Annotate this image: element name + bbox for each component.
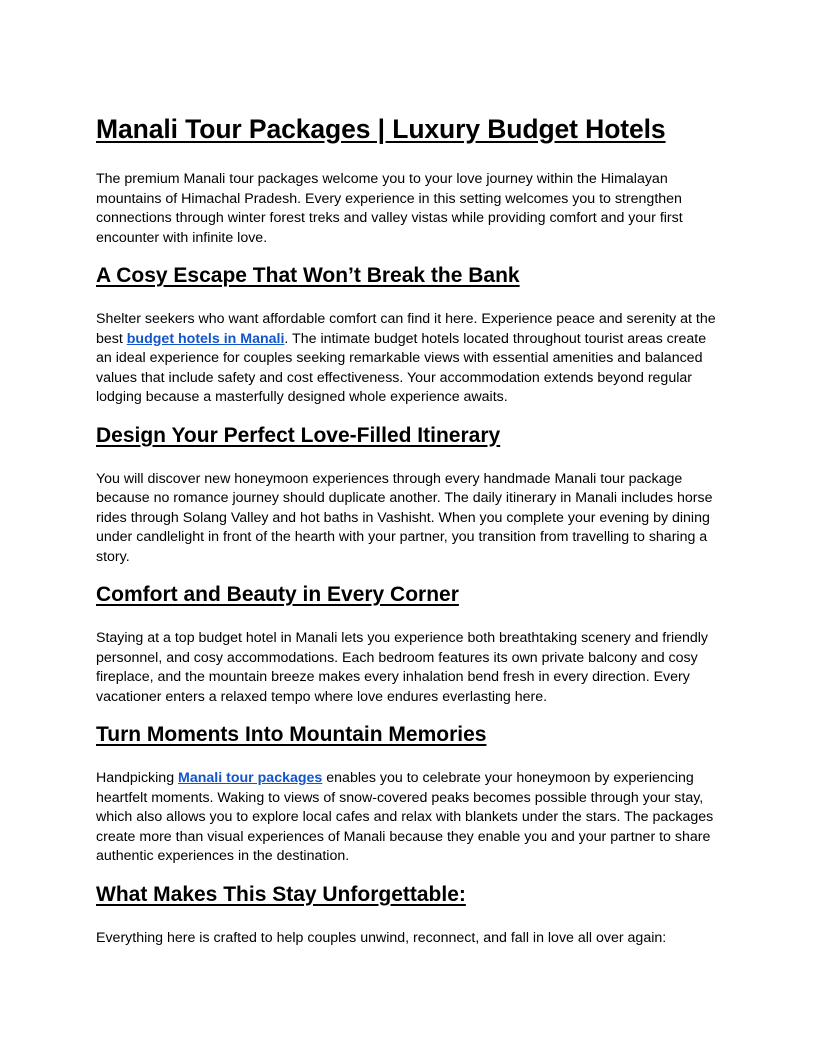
paragraph-text: Shelter seekers who want affordable comfort can find it here. Experience peace and serenity at the best: [96, 311, 716, 347]
intro-paragraph: The premium Manali tour packages welcome you to your love journey within the Himalayan mountains of Himachal Pradesh. Every experience in this setting welcomes you to strengthen connections through winter forest treks and valley vistas while providing comfort and your first encounter with infinite love.: [96, 171, 683, 246]
paragraph-text: enables you to celebrate your honeymoon by experiencing heartfelt moments. Waking to views of snow-covered peaks becomes possible through your stay, which also allows you to explore local cafes and relax with blankets under the stars. The packages create more than visual experiences of Manali because they enable you and your partner to share authentic experiences in the destination.: [96, 770, 714, 864]
manali-tour-packages-link[interactable]: Manali tour packages: [178, 770, 323, 786]
section-heading-cosy-escape: A Cosy Escape That Won’t Break the Bank: [96, 264, 520, 287]
section-heading-unforgettable: What Makes This Stay Unforgettable:: [96, 882, 466, 906]
section-paragraph-memories: [96, 769, 720, 867]
section-paragraph-unforgettable: Everything here is crafted to help couples unwind, reconnect, and fall in love all over again:: [96, 929, 667, 946]
section-heading-comfort: Comfort and Beauty in Every Corner: [96, 583, 459, 606]
paragraph-text: . The intimate budget hotels located throughout tourist areas create an ideal experience for couples seeking remarkable views with essential amenities and balanced values that include safety and cost effectiveness. Your accommodation extends beyond regular lodging because a masterfully designed whole experience awaits.: [96, 330, 707, 405]
section-paragraph-itinerary: You will discover new honeymoon experiences through every handmade Manali tour package because no romance journey should duplicate another. The daily itinerary in Manali includes horse rides through Solang Valley and hot baths in Vashisht. When you complete your evening by dining under candlelight in front of the hearth with your partner, you transition from travelling to sharing a story.: [96, 470, 713, 565]
paragraph-text: Handpicking: [96, 770, 179, 786]
section-paragraph-cosy-escape: [96, 310, 720, 408]
section-heading-itinerary: Design Your Perfect Love-Filled Itinerary: [96, 423, 501, 447]
budget-hotels-link[interactable]: budget hotels in Manali: [126, 330, 285, 347]
section-paragraph-comfort: Staying at a top budget hotel in Manali lets you experience both breathtaking scenery and friendly personnel, and cosy accommodations. Each bedroom features its own private balcony and cosy fireplace, and the mountain breeze makes every inhalation bend fresh in every direction. Every vacationer enters a relaxed tempo where love endures everlasting here.: [96, 630, 709, 705]
page-title: Manali Tour Packages | Luxury Budget Hotels: [96, 114, 666, 144]
section-heading-memories: Turn Moments Into Mountain Memories: [96, 723, 487, 746]
document-page: [96, 112, 720, 962]
